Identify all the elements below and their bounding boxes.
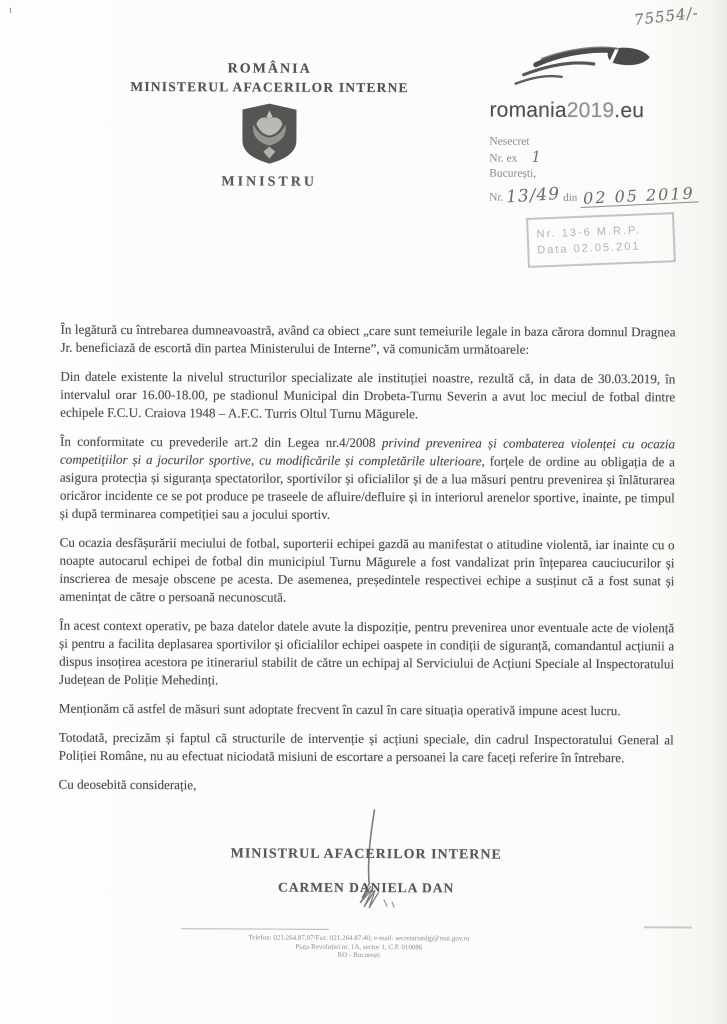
din-label: din — [563, 191, 578, 204]
stamp-line1: Nr. 13-6 M.R.P. — [536, 224, 642, 241]
paragraph-5: În acest context operativ, pe baza datelor datele avute la dispoziție, pentru prevenirea unor eventuale acte de violență și pentru a facilita deplasarea sportivilor și oficialilor echipei oaspete in condiții de siguranță, comandantul acțiunii a dispus insoțirea acestora pe itinerariul stabilit de către un echipaj al Serviciului de Acțiuni Speciale al Inspectoratului Județean de Poliție Mehedinți. — [59, 617, 675, 688]
footer-line-3: RO - București — [337, 950, 381, 960]
handwritten-registry-number: 75554/- — [633, 3, 700, 30]
coat-of-arms-icon — [240, 102, 298, 164]
copies-label: Nr. ex — [489, 152, 518, 165]
letter-body — [58, 321, 675, 808]
footer-rule-left — [181, 928, 329, 930]
paragraph-7: Totodată, precizăm și faptul că structurile de intervenție și acțiuni speciale, din cadrul Inspectoratului General al Poliției Române, nu au efectuat niciodată misiuni de escortare a persoanei la care faceți referire în întrebare. — [58, 729, 674, 766]
footer-contact — [159, 933, 559, 960]
document-meta — [489, 135, 704, 207]
city-label: București, — [489, 167, 537, 180]
handwritten-copies-value: 1 — [531, 147, 542, 166]
logo-brand: romania — [489, 98, 567, 122]
paragraph-4: Cu ocazia desfășurării meciului de fotbal, suporterii echipei gazdă au manifestat o atitudine violentă, iar inainte cu o noapte autocarul echipei de fotbal din municipiul Turnu Măgurele a fost vandalizat prin înțeparea cauciucurilor și inscrierea de mesaje obscene pe acesta. De asemenea, președintele respectivei echipe a susținut că a fost sunat și amenințat de către o persoană necunoscută. — [59, 534, 675, 605]
paragraph-6: Menționăm că astfel de măsuri sunt adoptate frecvent în cazul în care situația operativă impune acest lucru. — [58, 700, 621, 719]
footer-rule-right — [644, 926, 692, 928]
registry-stamp — [526, 212, 676, 268]
header-right — [489, 39, 705, 207]
handwritten-reg-number: 13/49 — [505, 183, 561, 208]
minister-title: MINISTRU — [221, 174, 318, 190]
paragraph-3-pre: În conformitate cu prevederile art.2 din Legea nr.4/2008 — [60, 433, 382, 451]
signatory-title: MINISTRUL AFACERILOR INTERNE — [230, 846, 502, 863]
ministry-title: MINISTERUL AFACERILOR INTERNE — [130, 78, 409, 96]
reg-number-label: Nr. — [489, 191, 504, 204]
eu-presidency-wordmark — [489, 99, 704, 124]
handwritten-date: 02 05 2019 — [580, 185, 698, 208]
closing-salutation: Cu deosebită considerație, — [58, 776, 197, 793]
paragraph-1: În legătură cu întrebarea dumneavoastră, având ca obiect „care sunt temeiurile legale in baza cărora domnul Dragnea Jr. beneficiază de escortă din partea Ministerului de Interne”, vă comunicăm următoarele: — [60, 321, 676, 357]
handwritten-signature-icon — [326, 808, 417, 923]
signatory-name: CARMEN DANIELA DAN — [277, 879, 455, 896]
logo-year: 2019 — [566, 98, 615, 123]
footer-line-2: Piața Revoluției nr. 1A, sector 1, C.P. 010086 — [295, 942, 423, 951]
paragraph-3-post: , forțele de ordine au obligația de a asigura protecția și siguranța spectatorilor, sportivilor și oficialilor și de a lua măsuri pentru prevenirea și înlăturarea oricăror incidente ce se pot produce pe traseele de afluire/defluire și in interiorul arenelor sportive, inainte, pe timpul și după terminarea competiției sau a jocului sportiv. — [59, 453, 676, 522]
footer-line-1: Telefon: 021.264.87.07/Fax: 021.264.87.40; e-mail: secretariatdgj@mai.gov.ro — [248, 933, 470, 943]
paragraph-3-law-title: privind prevenirea și combaterea violenței cu ocazia competițiilor și a jocurilor sportive, cu modificările și completările ulterioare — [59, 435, 676, 469]
stamp-line2: Data 02.05.201 — [537, 240, 641, 257]
country-title: ROMÂNIA — [227, 61, 312, 77]
eu-presidency-swoosh-icon — [508, 39, 658, 100]
scan-speck: ι — [8, 4, 12, 16]
logo-tld: .eu — [614, 99, 645, 123]
classification-label: Nesecret — [489, 135, 530, 148]
paragraph-3 — [60, 433, 675, 526]
paragraph-2: Din datele existente la nivelul structurilor specializate ale instituției noastre, rezultă că, in data de 30.03.2019, în intervalul orar 16.00-18.00, pe stadionul Municipal din Drobeta-Turnu Severin a avut loc meciul de fotbal dintre echipele F.C.U. Craiova 1948 – A.F.C. Turris Oltul Turnu Măgurele. — [60, 368, 676, 422]
letterhead — [97, 61, 442, 191]
